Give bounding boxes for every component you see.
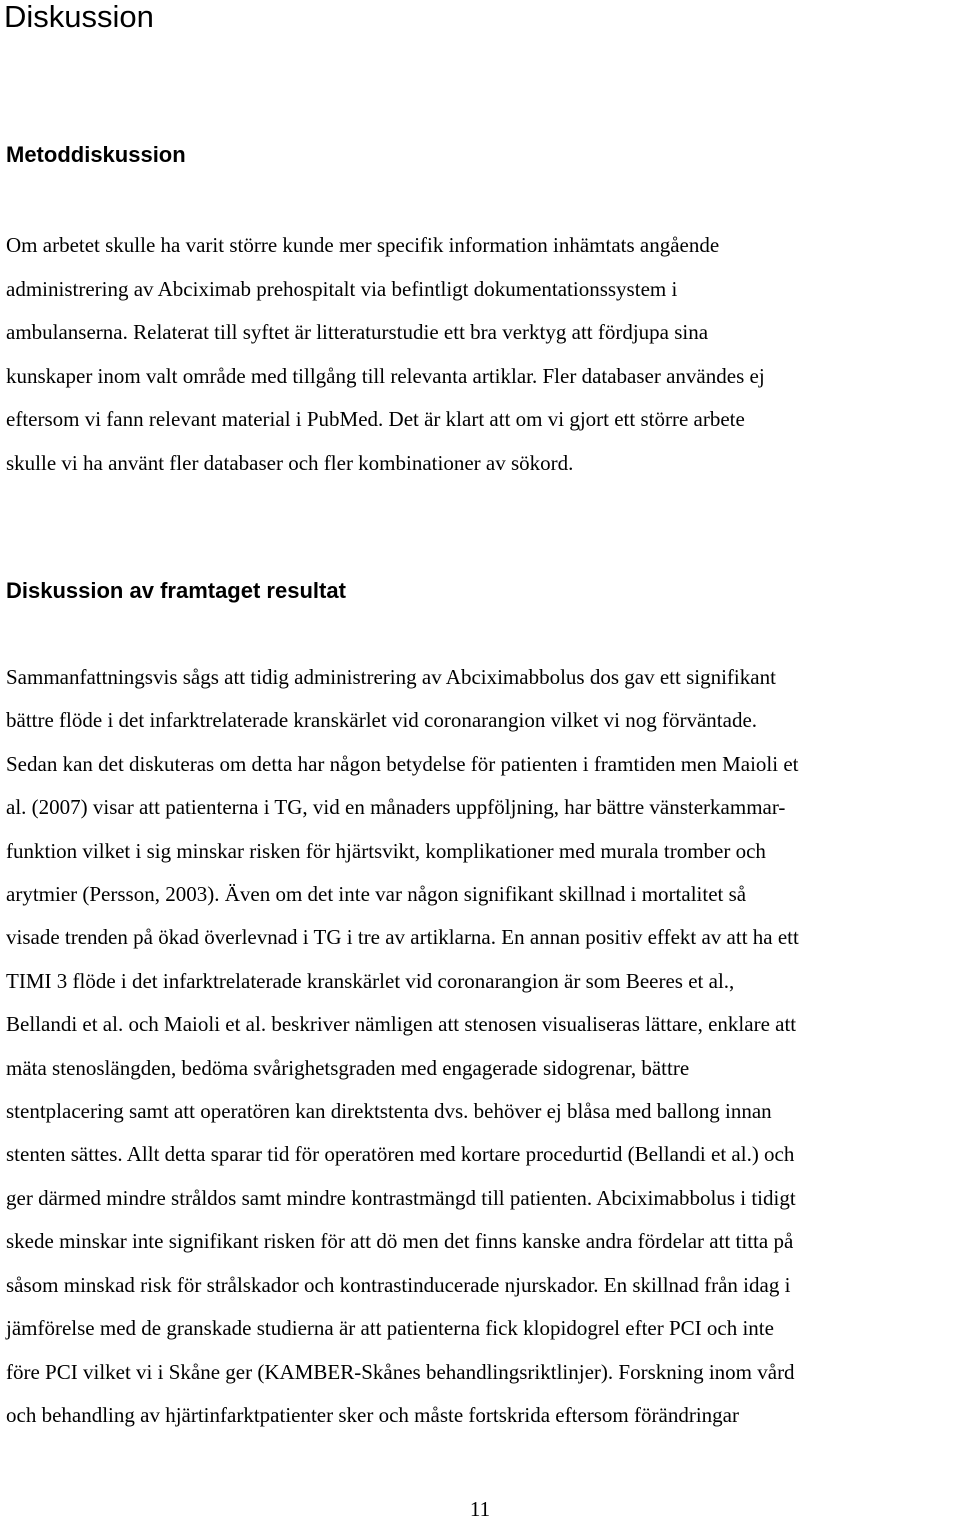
text-line: ger därmed mindre stråldos samt mindre kontrastmängd till patienten. Abciximabbolus i tidigt xyxy=(6,1185,796,1210)
text-line: Sammanfattningsvis sågs att tidig administrering av Abciximabbolus dos gav ett signifikant xyxy=(6,665,776,689)
page-number: 11 xyxy=(469,1497,491,1521)
section-heading-metoddiskussion: Metoddiskussion xyxy=(6,142,186,167)
text-line: administrering av Abciximab prehospitalt via befintligt dokumentationssystem i xyxy=(6,276,678,301)
section-heading-diskussion-av-framtaget-resultat: Diskussion av framtaget resultat xyxy=(6,578,346,603)
text-line: Bellandi et al. och Maioli et al. beskriver nämligen att stenosen visualiseras lättare, enklare att xyxy=(6,1012,797,1037)
text-line: och behandling av hjärtinfarktpatienter sker och måste fortskrida eftersom förändringar xyxy=(6,1402,739,1427)
text-line: kunskaper inom valt område med tillgång till relevanta artiklar. Fler databaser användes ej xyxy=(6,363,765,388)
text-line: Sedan kan det diskuteras om detta har någon betydelse för patienten i framtiden men Maioli et xyxy=(6,751,799,776)
text-line: stentplacering samt att operatören kan direktstenta dvs. behöver ej blåsa med ballong innan xyxy=(6,1099,772,1124)
text-line: mäta stenoslängden, bedöma svårighetsgraden med engagerade sidogrenar, bättre xyxy=(6,1055,690,1080)
text-line: jämförelse med de granskade studierna är att patienterna fick klopidogrel efter PCI och inte xyxy=(6,1316,774,1341)
paragraph-diskussion-resultat xyxy=(6,656,960,1437)
text-line: arytmier (Persson, 2003). Även om det inte var någon signifikant skillnad i mortalitet så xyxy=(6,882,747,907)
text-line: stenten sättes. Allt detta sparar tid för operatören med kortare procedurtid (Bellandi et al.) och xyxy=(6,1142,795,1167)
text-line: bättre flöde i det infarktrelaterade kranskärlet vid coronarangion vilket vi nog förväntade. xyxy=(6,708,758,733)
text-line: Om arbetet skulle ha varit större kunde mer specifik information inhämtats angående xyxy=(6,233,720,257)
page-title: Diskussion xyxy=(4,0,154,34)
text-line: eftersom vi fann relevant material i PubMed. Det är klart att om vi gjort ett större arbete xyxy=(6,407,745,432)
text-line: TIMI 3 flöde i det infarktrelaterade kranskärlet vid coronarangion är som Beeres et al., xyxy=(6,968,735,993)
text-line: visade trenden på ökad överlevnad i TG i tre av artiklarna. En annan positiv effekt av att ha ett xyxy=(6,925,799,950)
paragraph-metoddiskussion xyxy=(6,224,960,486)
text-line: skulle vi ha använt fler databaser och fler kombinationer av sökord. xyxy=(6,450,574,475)
text-line: före PCI vilket vi i Skåne ger (KAMBER-Skånes behandlingsriktlinjer). Forskning inom vård xyxy=(6,1359,795,1384)
text-line: ambulanserna. Relaterat till syftet är litteraturstudie ett bra verktyg att fördjupa sina xyxy=(6,320,709,345)
text-line: funktion vilket i sig minskar risken för hjärtsvikt, komplikationer med murala tromber och xyxy=(6,838,766,863)
text-line: såsom minskad risk för strålskador och kontrastinducerade njurskador. En skillnad från idag i xyxy=(6,1272,791,1297)
text-line: skede minskar inte signifikant risken för att dö men det finns kanske andra fördelar att titta på xyxy=(6,1229,794,1254)
text-line: al. (2007) visar att patienterna i TG, vid en månaders uppföljning, har bättre vänsterkammar- xyxy=(6,795,786,820)
